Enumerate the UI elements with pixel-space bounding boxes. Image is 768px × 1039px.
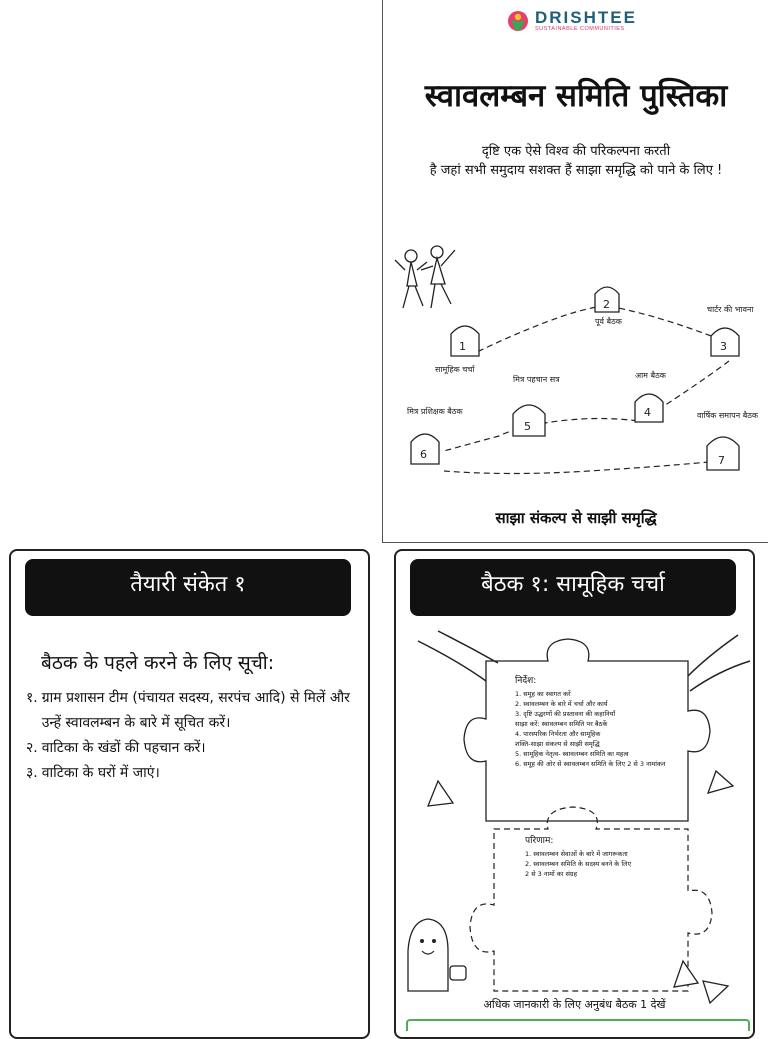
decor-triangle (674, 961, 698, 987)
meeting-card (394, 549, 755, 1039)
hand-right-icon (688, 635, 750, 691)
list-item: 3. दृष्टि उद्धरणों की प्रस्तावना की कहानियाँ (515, 710, 616, 718)
milestone-3 (707, 304, 754, 356)
milestone-5-number: 5 (524, 420, 531, 433)
road-path-2 (444, 361, 729, 451)
more-info-note: अधिक जानकारी के लिए अनुबंध बैठक 1 देखें (483, 998, 666, 1011)
list-item-text: ग्राम प्रशासन टीम (पंचायत सदस्य, सरपंच आदि) से मिलें और उन्हें स्वावलम्बन के बारे में सूचित करें। (41, 690, 350, 731)
results-title: परिणाम: (525, 836, 554, 846)
milestone-5-label: मित्र पहचान सत्र (513, 375, 560, 384)
brand-tagline: SUSTAINABLE COMMUNITIES (535, 26, 625, 32)
booklet-title: स्वावलम्बन समिति पुस्तिका (424, 78, 728, 114)
booklet-cover (382, 0, 768, 543)
milestone-6-label: मित्र प्रशिक्षक बैठक (407, 407, 463, 416)
milestone-4-number: 4 (644, 406, 651, 419)
list-item: 6. समूह की ओर से स्वावलम्बन समिति के लिए 2 से 3 नामांकन (515, 760, 666, 768)
milestone-1 (435, 326, 479, 375)
milestone-7 (697, 410, 759, 470)
checklist-heading: बैठक के पहले करने के लिए सूची: (41, 652, 275, 674)
results-list (525, 849, 685, 879)
booklet-slogan: साझा संकल्प से साझी समृद्धि (495, 509, 657, 527)
decor-triangle (428, 781, 453, 806)
decor-triangle (708, 771, 733, 793)
list-item: 5. सामूहिक नेतृत्व- स्वावलम्बन समिति का महत्व (515, 750, 629, 758)
road-path-3 (444, 461, 719, 474)
list-item (26, 761, 356, 786)
card-header: बैठक १: सामूहिक चर्चा (410, 559, 736, 616)
milestone-journey-illustration (389, 226, 761, 488)
preparation-card (9, 549, 370, 1039)
milestone-4 (635, 370, 667, 422)
brand-name: DRISHTEE (535, 8, 637, 27)
running-people-illustration (395, 246, 455, 308)
list-item-text: वाटिका के घरों में जाएं। (41, 765, 160, 781)
milestone-3-number: 3 (720, 340, 727, 353)
list-item-number: १. (26, 690, 38, 706)
milestone-3-label: चार्टर की भावना (707, 305, 754, 314)
list-item: शक्ति-साझा संकल्प से साझी समृद्धि (515, 740, 600, 748)
list-item-text: वाटिका के खंडों की पहचान करें। (41, 740, 206, 756)
milestone-7-number: 7 (718, 454, 725, 467)
card-header: तैयारी संकेत १ (25, 559, 351, 616)
puzzle-piece-lower (470, 807, 712, 991)
list-item-number: २. (26, 740, 38, 756)
list-item: 1. स्वावलम्बन सेवाओं के बारे में जागरूकता (525, 850, 628, 858)
instructions-block (515, 676, 685, 769)
milestone-1-number: 1 (459, 340, 466, 353)
list-item (26, 736, 356, 761)
instructions-title: निर्देश: (515, 676, 537, 686)
booklet-subtitle (383, 142, 768, 180)
milestone-2 (595, 287, 623, 327)
instructions-list (515, 689, 685, 769)
list-item: 2. स्वावलम्बन के बारे में चर्चा और कार्य (515, 700, 608, 708)
thumbs-up-figure-icon (408, 919, 466, 991)
road-path-1 (469, 306, 729, 356)
list-item: 4. पारस्परिक निर्भरता और सामूहिक (515, 730, 601, 738)
list-item: 2. स्वावलम्बन समिति के सदस्य बनने के लिए (525, 860, 632, 868)
milestone-2-label: पूर्व बैठक (595, 317, 622, 326)
checklist (26, 686, 356, 786)
list-item: 1. समूह का स्वागत करें (515, 690, 571, 698)
results-block (525, 836, 685, 879)
subtitle-line-2: है जहां सभी समुदाय सशक्त हैं साझा समृद्धि को पाने के लिए ! (429, 163, 723, 178)
milestone-5 (513, 374, 560, 436)
subtitle-line-1: दृष्टि एक ऐसे विश्व की परिकल्पना करती (481, 144, 671, 159)
drishtee-logo-icon (507, 10, 529, 32)
milestone-1-label: सामूहिक चर्चा (435, 365, 475, 374)
list-item: साझा करें: स्वावलम्बन समिति पर बैठकें (515, 720, 608, 728)
annex-box-edge (406, 1019, 750, 1031)
milestone-2-number: 2 (603, 298, 610, 311)
milestone-4-label: आम बैठक (635, 371, 666, 380)
milestone-6-number: 6 (420, 448, 427, 461)
milestone-6 (407, 406, 464, 464)
list-item: 2 से 3 नामों का संग्रह (525, 870, 578, 878)
list-item (26, 686, 356, 736)
milestone-7-label: वार्षिक समापन बैठक (697, 411, 759, 420)
drishtee-logo (507, 10, 637, 32)
list-item-number: ३. (26, 765, 38, 781)
